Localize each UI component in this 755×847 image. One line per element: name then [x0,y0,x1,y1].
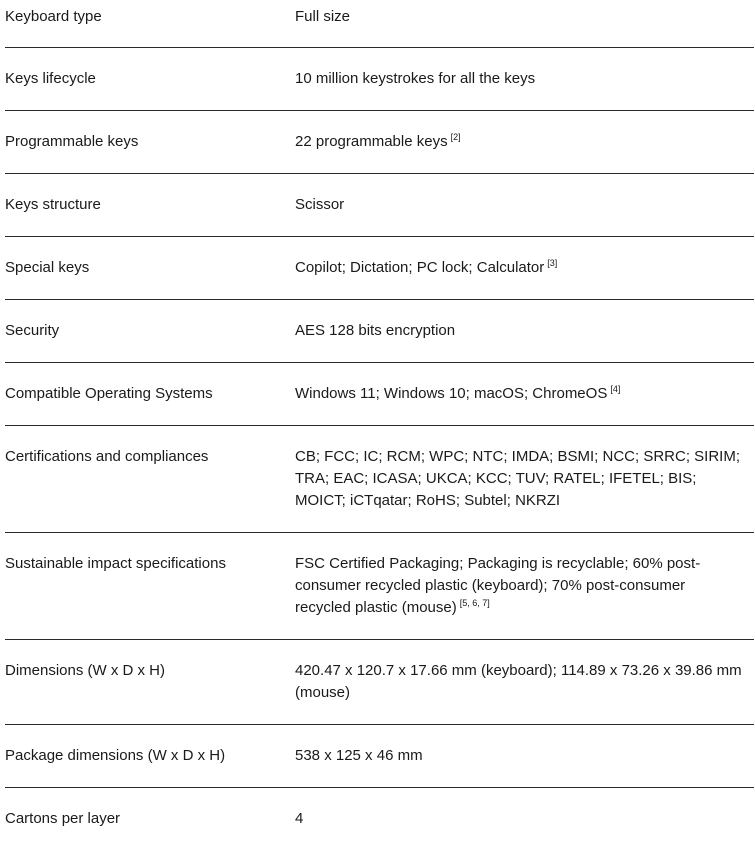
spec-row-security [5,300,754,363]
spec-label: Cartons per layer [5,810,121,827]
spec-value-text: 420.47 x 120.7 x 17.66 mm (keyboard); 114.89 x 73.26 x 39.86 mm (mouse) [295,662,742,701]
spec-value [295,553,754,619]
spec-label: Keyboard type [5,8,102,25]
spec-value-text: Scissor [295,196,345,213]
spec-row-special-keys [5,237,754,300]
spec-value-text: CB; FCC; IC; RCM; WPC; NTC; IMDA; BSMI; NCC; SRRC; SIRIM; TRA; EAC; ICASA; UKCA; KCC; TUV; RATEL; IFETEL; BIS; MOICT; iCTqatar; RoHS; Subtel; NKRZI [295,448,741,509]
spec-value-text: 4 [295,810,304,827]
spec-label: Security [5,322,60,339]
spec-label: Special keys [5,259,90,276]
spec-row-package-dimensions [5,725,754,788]
spec-value [295,660,754,704]
spec-label: Keys lifecycle [5,70,96,87]
spec-label: Compatible Operating Systems [5,385,213,402]
spec-row-certifications [5,426,754,533]
spec-value [295,68,754,90]
spec-row-sustainable-impact [5,533,754,640]
spec-table [5,0,754,846]
spec-value-text: Copilot; Dictation; PC lock; Calculator [295,259,545,276]
spec-row-compatible-os [5,363,754,426]
spec-value-text: 10 million keystrokes for all the keys [295,70,536,87]
spec-row-keys-structure [5,174,754,237]
spec-value-text: AES 128 bits encryption [295,322,456,339]
spec-row-dimensions [5,640,754,725]
spec-row-keys-lifecycle [5,48,754,111]
spec-value [295,320,754,342]
spec-value [295,194,754,216]
spec-value [295,6,754,28]
spec-value [295,383,754,405]
footnote-reference[interactable]: [5, 6, 7] [459,598,490,608]
spec-value-text: FSC Certified Packaging; Packaging is recyclable; 60% post-consumer recycled plastic (keyboard); 70% post-consumer recycled plastic (mouse) [295,555,701,616]
spec-row-programmable-keys [5,111,754,174]
spec-value-text: Windows 11; Windows 10; macOS; ChromeOS [295,385,608,402]
spec-value-text: Full size [295,8,351,25]
spec-value-text: 22 programmable keys [295,133,448,150]
spec-row-keyboard-type [5,0,754,48]
spec-label: Programmable keys [5,133,139,150]
spec-value [295,257,754,279]
spec-value [295,446,754,512]
spec-value-text: 538 x 125 x 46 mm [295,747,423,764]
footnote-reference[interactable]: [4] [610,384,621,394]
spec-label: Package dimensions (W x D x H) [5,747,226,764]
spec-value [295,808,754,830]
spec-value [295,131,754,153]
spec-label: Certifications and compliances [5,448,209,465]
footnote-reference[interactable]: [2] [450,132,461,142]
spec-label: Sustainable impact specifications [5,555,226,572]
footnote-reference[interactable]: [3] [547,258,558,268]
spec-value [295,745,754,767]
spec-row-cartons-per-layer [5,788,754,846]
spec-label: Keys structure [5,196,101,213]
spec-label: Dimensions (W x D x H) [5,662,166,679]
